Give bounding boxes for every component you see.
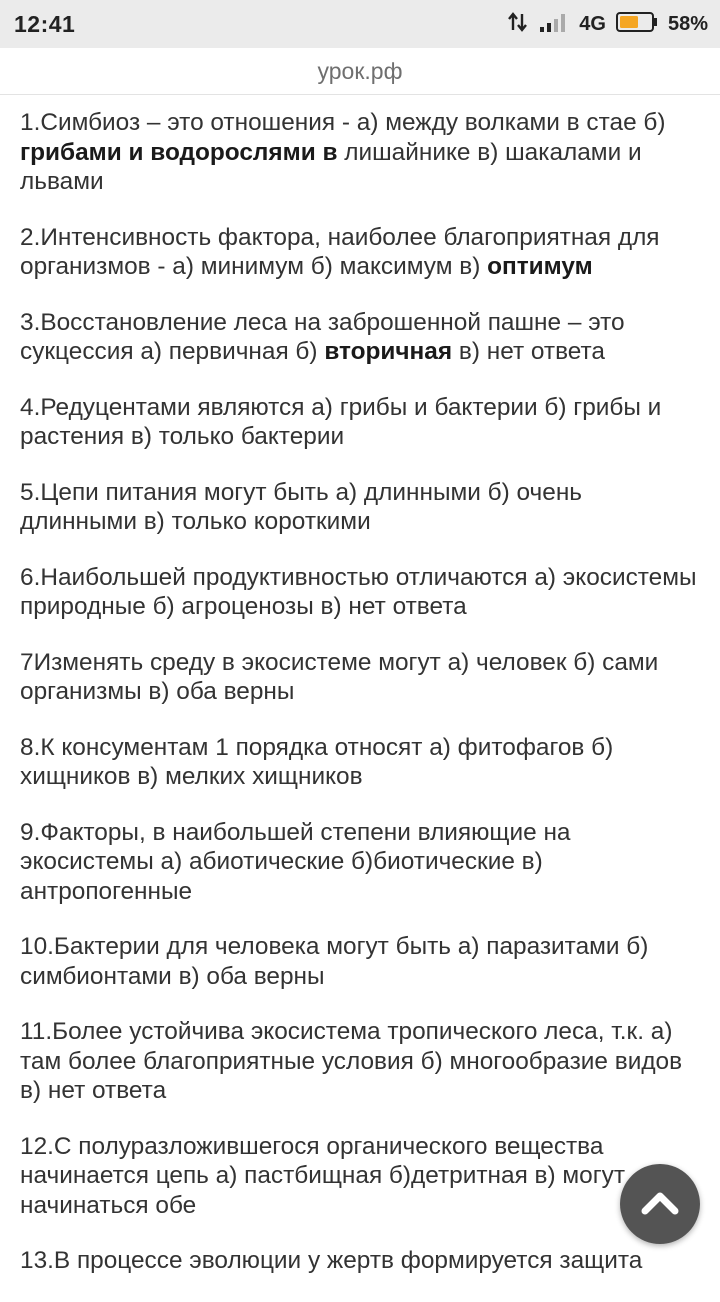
status-icons <box>507 11 708 38</box>
page-content <box>20 108 700 1302</box>
question-2 <box>20 223 700 282</box>
question-text: в) нет ответа <box>452 338 605 365</box>
question-text: 8.К консументам 1 порядка относят а) фитофагов б) хищников в) мелких хищников <box>20 733 614 790</box>
question-12 <box>20 1132 700 1221</box>
status-bar <box>0 0 720 48</box>
question-9 <box>20 818 700 907</box>
battery-icon <box>616 11 658 38</box>
question-10 <box>20 932 700 991</box>
question-1 <box>20 108 700 197</box>
address-bar[interactable] <box>0 48 720 95</box>
question-5 <box>20 478 700 537</box>
question-text: 9.Факторы, в наибольшей степени влияющие на экосистемы а) абиотические б)биотические в) антропогенные <box>20 818 571 905</box>
question-13 <box>20 1246 700 1276</box>
question-text: 5.Цепи питания могут быть а) длинными б) очень длинными в) только короткими <box>20 478 582 535</box>
question-text: 1.Симбиоз – это отношения - а) между волками в стае б) <box>20 109 666 136</box>
answer-highlight: вторичная <box>324 338 453 365</box>
battery-percent: 58% <box>667 12 708 35</box>
question-text: 13.В процессе эволюции у жертв формируется защита <box>20 1247 643 1274</box>
question-text: 2.Интенсивность фактора, наиболее благоприятная для организмов - а) минимум б) максимум в) <box>20 223 660 280</box>
question-3 <box>20 308 700 367</box>
question-11 <box>20 1017 700 1106</box>
data-transfer-icon <box>507 11 529 38</box>
question-8 <box>20 733 700 792</box>
url-text: урок.рф <box>317 57 403 84</box>
signal-icon <box>539 11 569 38</box>
question-text: 4.Редуцентами являются а) грибы и бактерии б) грибы и растения в) только бактерии <box>20 393 662 450</box>
network-type: 4G <box>579 12 606 35</box>
question-text: лишайнике в) шакалами и львами <box>20 138 642 195</box>
question-6 <box>20 563 700 622</box>
answer-highlight: грибами и водорослями в <box>20 138 338 166</box>
question-text: 12.С полуразложившегося органического вещества начинается цепь а) пастбищная б)детритная в) могут начинаться обе <box>20 1132 626 1219</box>
question-7 <box>20 648 700 707</box>
question-text: 3.Восстановление леса на заброшенной пашне – это сукцессия а) первичная б) <box>20 308 625 365</box>
question-text: 6.Наибольшей продуктивностью отличаются а) экосистемы природные б) агроценозы в) нет ответа <box>20 563 697 620</box>
question-text: 11.Более устойчива экосистема тропического леса, т.к. а) там более благоприятные условия б) многообразие видов в) нет ответа <box>20 1018 683 1104</box>
answer-highlight: оптимум <box>487 253 593 280</box>
question-text: 10.Бактерии для человека могут быть а) паразитами б) симбионтами в) оба верны <box>20 933 649 990</box>
question-text: 7Изменять среду в экосистеме могут а) человек б) сами организмы в) оба верны <box>20 648 659 705</box>
status-time: 12:41 <box>14 10 76 37</box>
chevron-up-icon <box>640 1188 680 1221</box>
scroll-to-top-button[interactable] <box>620 1164 700 1244</box>
question-4 <box>20 393 700 452</box>
